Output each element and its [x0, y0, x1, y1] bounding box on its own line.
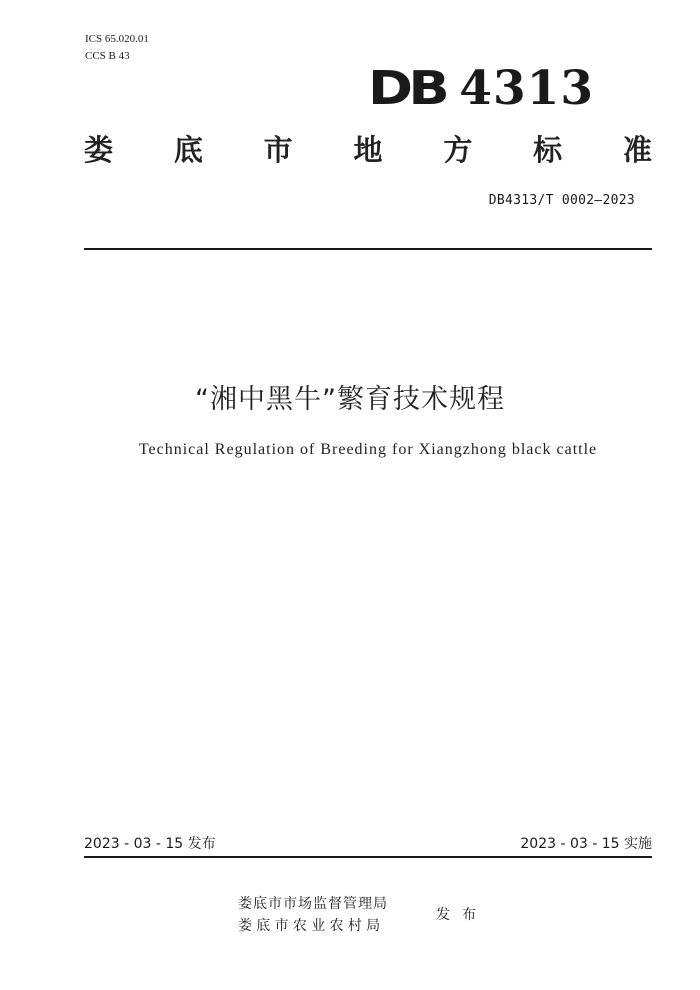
header-divider: [84, 248, 652, 250]
db-prefix: DB: [368, 61, 445, 115]
footer-divider: [84, 856, 652, 858]
db-standard-number: [368, 58, 608, 118]
ics-code: ICS 65.020.01: [85, 33, 149, 45]
issue-date: 2023 - 03 - 15 发布: [84, 836, 216, 852]
standard-type-char: 方: [443, 133, 473, 167]
standard-type-char: 准: [622, 133, 652, 167]
issuing-authority: 娄底市农业农村局: [238, 918, 385, 934]
standard-code: DB4313/T 0002—2023: [488, 193, 635, 208]
publish-label: 发布: [436, 907, 488, 923]
document-title-en: Technical Regulation of Breeding for Xiangzhong black cattle: [138, 441, 598, 458]
standard-type-char: 底: [173, 133, 203, 167]
db-number: 4313: [459, 61, 595, 116]
document-title-zh: “湘中黑牛”繁育技术规程: [195, 384, 505, 415]
ccs-code: CCS B 43: [85, 50, 130, 62]
standard-type-char: 市: [263, 133, 293, 167]
standard-type-char: 娄: [84, 133, 114, 167]
standard-type-char: 标: [533, 133, 563, 167]
implementation-date: 2023 - 03 - 15 实施: [520, 836, 652, 852]
issuing-authority: 娄底市市场监督管理局: [238, 896, 388, 912]
standard-type-char: 地: [353, 133, 383, 167]
standard-type-title: [84, 130, 652, 170]
